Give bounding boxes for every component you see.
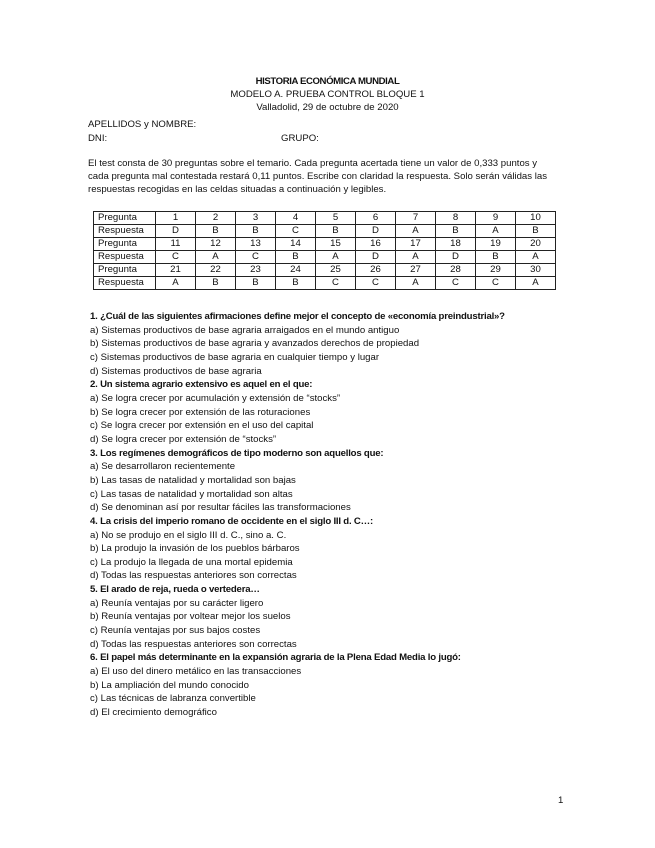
answer-option: d) Todas las respuestas anteriores son correctas — [90, 638, 297, 650]
question-number-cell: 22 — [196, 264, 236, 277]
answer-cell[interactable]: C — [156, 251, 196, 264]
answer-cell[interactable]: C — [276, 225, 316, 238]
answer-cell[interactable]: A — [516, 277, 556, 290]
question-number-cell: 17 — [396, 238, 436, 251]
answer-option: a) Se logra crecer por acumulación y extensión de “stocks” — [90, 392, 341, 404]
answer-row-label: Respuesta — [94, 251, 156, 264]
answer-option: a) Reunía ventajas por su carácter ligero — [90, 597, 264, 609]
question-text: 1. ¿Cuál de las siguientes afirmaciones define mejor el concepto de «economía preindustrial»? — [90, 311, 505, 322]
answer-cell[interactable]: B — [236, 277, 276, 290]
answer-option: d) El crecimiento demográfico — [90, 707, 217, 719]
answer-row-label: Respuesta — [94, 277, 156, 290]
name-label: APELLIDOS y NOMBRE: — [88, 119, 197, 130]
answer-cell[interactable]: A — [156, 277, 196, 290]
question-number-cell: 27 — [396, 264, 436, 277]
question-number-cell: 21 — [156, 264, 196, 277]
answer-cell[interactable]: B — [476, 251, 516, 264]
answer-cell[interactable]: A — [396, 251, 436, 264]
question-number-row — [94, 212, 556, 225]
question-text: 2. Un sistema agrario extensivo es aquel en el que: — [90, 379, 313, 391]
document-header — [0, 75, 655, 114]
answer-option: c) Las técnicas de labranza convertible — [90, 693, 256, 705]
question-number-cell: 29 — [476, 264, 516, 277]
answer-option: d) Se denominan así por resultar fáciles las transformaciones — [90, 502, 351, 514]
answer-option: d) Todas las respuestas anteriores son correctas — [90, 570, 297, 582]
answer-option: b) Reunía ventajas por voltear mejor los suelos — [90, 611, 291, 623]
question-number-cell: 24 — [276, 264, 316, 277]
answer-cell[interactable]: C — [316, 277, 356, 290]
answer-option: c) Las tasas de natalidad y mortalidad son altas — [90, 488, 293, 500]
answer-cell[interactable]: B — [276, 277, 316, 290]
document-subtitle: MODELO A. PRUEBA CONTROL BLOQUE 1 — [230, 89, 425, 100]
answer-cell[interactable]: C — [436, 277, 476, 290]
student-fields — [88, 118, 568, 146]
question-number-cell: 20 — [516, 238, 556, 251]
answer-cell[interactable]: D — [356, 225, 396, 238]
answer-option: b) Las tasas de natalidad y mortalidad son bajas — [90, 474, 296, 486]
question-number-cell: 6 — [356, 212, 396, 225]
document-date: Valladolid, 29 de octubre de 2020 — [256, 102, 399, 113]
answer-option: b) Se logra crecer por extensión de las roturaciones — [90, 406, 311, 418]
question-number-cell: 9 — [476, 212, 516, 225]
question-text: 3. Los regímenes demográficos de tipo moderno son aquellos que: — [90, 447, 384, 459]
answer-cell[interactable]: A — [196, 251, 236, 264]
question-number-cell: 28 — [436, 264, 476, 277]
answer-option: c) Se logra crecer por extensión en el uso del capital — [90, 420, 314, 432]
question-number-cell: 14 — [276, 238, 316, 251]
answer-option: c) Sistemas productivos de base agraria en cualquier tiempo y lugar — [90, 351, 380, 363]
question-number-cell: 8 — [436, 212, 476, 225]
question-text: 6. El papel más determinante en la expansión agraria de la Plena Edad Media lo jugó: — [90, 652, 461, 664]
question-number-cell: 15 — [316, 238, 356, 251]
question-number-cell: 1 — [156, 212, 196, 225]
answer-cell[interactable]: D — [436, 251, 476, 264]
answer-cell[interactable]: C — [476, 277, 516, 290]
group-label: GRUPO: — [281, 133, 319, 144]
document-title: HISTORIA ECONÓMICA MUNDIAL — [255, 76, 400, 87]
answer-option: c) La produjo la llegada de una mortal epidemia — [90, 556, 293, 568]
answer-cell[interactable]: B — [316, 225, 356, 238]
question-number-cell: 23 — [236, 264, 276, 277]
dni-label: DNI: — [88, 133, 108, 144]
question-number-cell: 5 — [316, 212, 356, 225]
instructions-line: El test consta de 30 preguntas sobre el temario. Cada pregunta acertada tiene un valor de 0,333 puntos y — [88, 158, 538, 169]
answer-option: a) Se desarrollaron recientemente — [90, 461, 236, 473]
question-number-cell: 13 — [236, 238, 276, 251]
answer-cell[interactable]: A — [516, 251, 556, 264]
instructions — [88, 157, 566, 197]
questions-list — [90, 310, 570, 720]
question-text: 5. El arado de reja, rueda o vertedera… — [90, 584, 260, 596]
answer-option: a) No se produjo en el siglo III d. C., sino a. C. — [90, 529, 287, 541]
answer-cell[interactable]: B — [276, 251, 316, 264]
answer-cell[interactable]: B — [196, 277, 236, 290]
question-number-cell: 18 — [436, 238, 476, 251]
question-number-cell: 19 — [476, 238, 516, 251]
answer-cell[interactable]: C — [356, 277, 396, 290]
answer-cell[interactable]: A — [476, 225, 516, 238]
answer-option: d) Se logra crecer por extensión de “stocks” — [90, 433, 277, 445]
answer-cell[interactable]: B — [236, 225, 276, 238]
question-number-cell: 16 — [356, 238, 396, 251]
answer-cell[interactable]: D — [356, 251, 396, 264]
instructions-line: cada pregunta mal contestada restará 0,11 puntos. Escribe con claridad la respuesta. Solo serán válidas las — [88, 171, 547, 183]
answer-table — [93, 211, 556, 290]
answer-option: d) Sistemas productivos de base agraria — [90, 365, 262, 377]
answer-option: c) Reunía ventajas por sus bajos costes — [90, 625, 261, 637]
question-number-cell: 12 — [196, 238, 236, 251]
question-row-label: Pregunta — [94, 264, 156, 277]
question-number-cell: 30 — [516, 264, 556, 277]
answer-cell[interactable]: C — [236, 251, 276, 264]
page-number: 1 — [558, 795, 564, 806]
answer-row — [94, 251, 556, 264]
answer-option: a) Sistemas productivos de base agraria arraigados en el mundo antiguo — [90, 324, 400, 336]
answer-cell[interactable]: A — [396, 225, 436, 238]
answer-option: b) La produjo la invasión de los pueblos bárbaros — [90, 543, 300, 555]
question-number-cell: 4 — [276, 212, 316, 225]
question-row-label: Pregunta — [94, 212, 156, 225]
question-number-cell: 25 — [316, 264, 356, 277]
question-number-cell: 11 — [156, 238, 196, 251]
answer-option: b) La ampliación del mundo conocido — [90, 679, 249, 691]
question-number-row — [94, 238, 556, 251]
question-row-label: Pregunta — [94, 238, 156, 251]
question-number-cell: 10 — [516, 212, 556, 225]
answer-row-label: Respuesta — [94, 225, 156, 238]
answer-option: a) El uso del dinero metálico en las transacciones — [90, 666, 302, 678]
answer-cell[interactable]: B — [516, 225, 556, 238]
answer-cell[interactable]: B — [196, 225, 236, 238]
question-number-cell: 26 — [356, 264, 396, 277]
answer-option: b) Sistemas productivos de base agraria y avanzados derechos de propiedad — [90, 338, 420, 350]
question-number-row — [94, 264, 556, 277]
question-number-cell: 7 — [396, 212, 436, 225]
question-number-cell: 3 — [236, 212, 276, 225]
instructions-line: respuestas recogidas en las celdas situadas a continuación y legibles. — [88, 184, 387, 196]
question-text: 4. La crisis del imperio romano de occidente en el siglo III d. C…: — [90, 515, 374, 527]
answer-row — [94, 225, 556, 238]
answer-cell[interactable]: B — [436, 225, 476, 238]
answer-cell[interactable]: A — [316, 251, 356, 264]
answer-cell[interactable]: A — [396, 277, 436, 290]
question-number-cell: 2 — [196, 212, 236, 225]
answer-cell[interactable]: D — [156, 225, 196, 238]
answer-row — [94, 277, 556, 290]
